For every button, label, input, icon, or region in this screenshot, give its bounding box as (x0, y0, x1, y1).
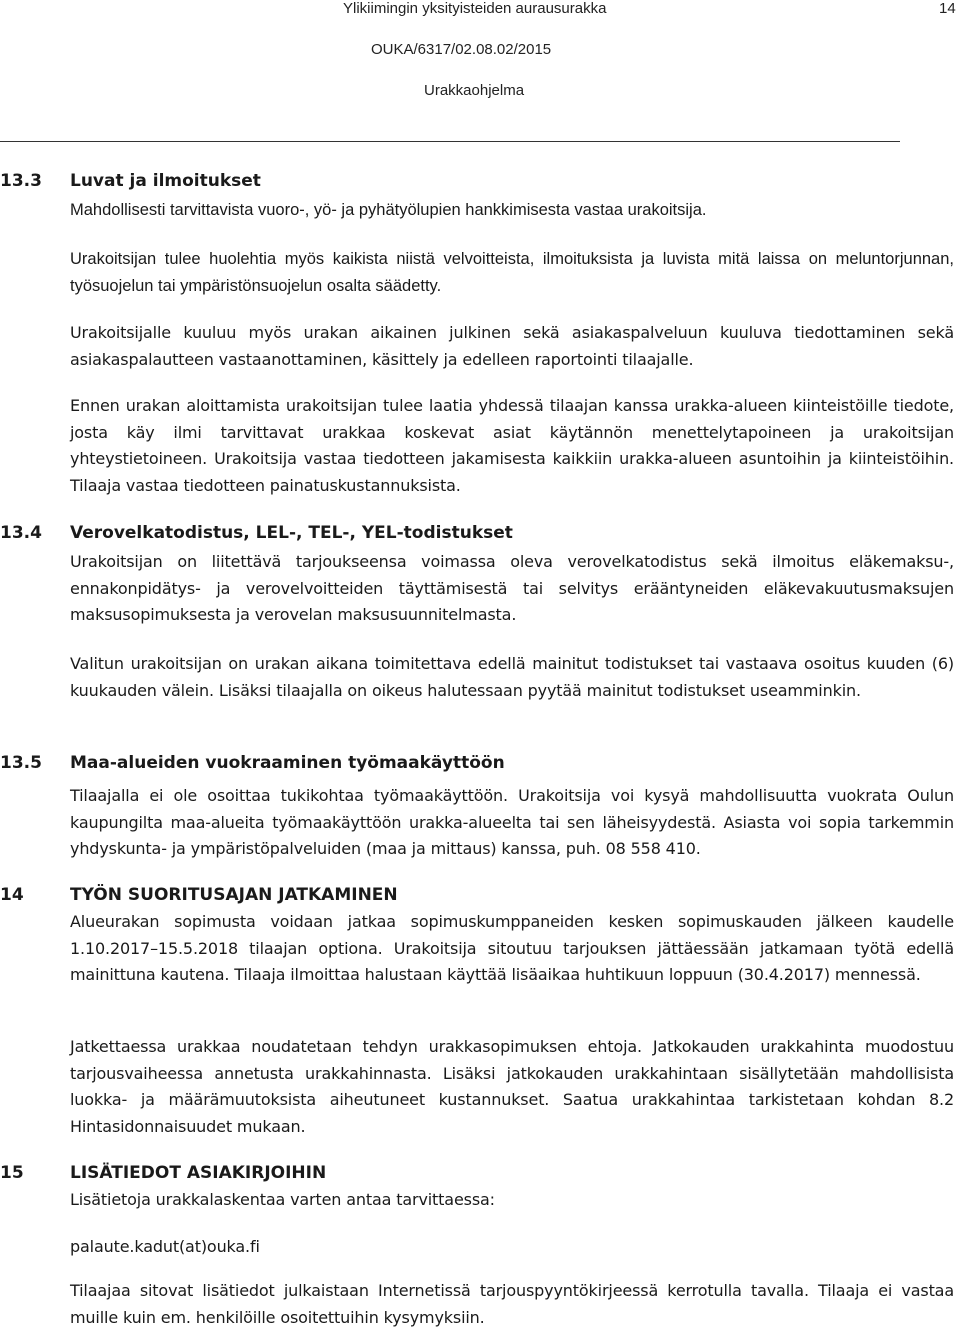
section-heading-13-4: Verovelkatodistus, LEL-, TEL-, YEL-todistukset (70, 523, 513, 543)
contact-email: palaute.kadut(at)ouka.fi (70, 1237, 260, 1256)
reference-number: OUKA/6317/02.08.02/2015 (371, 41, 552, 58)
paragraph-13-3-1: Mahdollisesti tarvittavista vuoro-, yö- ja pyhätyölupien hankkimisesta vastaa urakoitsija. (70, 201, 707, 219)
paragraph-13-5-1: Tilaajalla ei ole osoittaa tukikohtaa työmaakäyttöön. Urakoitsija voi kysyä mahdollisuutta vuokrata Oulun kaupungilta maa-alueita työmaakäyttöön urakka-alueelta tai sen läheisyydestä. Asiasta voi sopia tarkemmin yhdyskunta- ja ympäristöpalveluiden (maa ja mittaus) kanssa, puh. 08 558 410. (70, 786, 954, 858)
paragraph-15-2: Tilaajaa sitovat lisätiedot julkaistaan Internetissä tarjouspyyntökirjeessä kerrotulla tavalla. Tilaaja ei vastaa muille kuin em. henkilöille osoitettuihin kysymyksiin. (70, 1281, 954, 1327)
section-number-13-4: 13.4 (0, 523, 42, 543)
document-type: Urakkaohjelma (424, 82, 525, 99)
section-heading-15: LISÄTIEDOT ASIAKIRJOIHIN (70, 1163, 327, 1183)
paragraph-15-1: Lisätietoja urakkalaskentaa varten antaa tarvittaessa: (70, 1190, 495, 1209)
section-heading-13-3: Luvat ja ilmoitukset (70, 171, 261, 191)
paragraph-13-4-1: Urakoitsijan on liitettävä tarjoukseensa voimassa oleva verovelkatodistus sekä ilmoitus eläkemaksu-, ennakonpidätys- ja verovelvoitteiden täyttämisestä tai selvitys erääntyneiden eläkevakuutusmaksujen maksusopimuksesta ja verovelan maksusuunnitelmasta. (70, 552, 954, 624)
paragraph-13-3-3: Urakoitsijalle kuuluu myös urakan aikainen julkinen sekä asiakaspalveluun kuuluva tiedottaminen sekä asiakaspalautteen vastaanottaminen, käsittely ja edelleen raportointi tilaajalle. (70, 323, 954, 369)
section-heading-13-5: Maa-alueiden vuokraaminen työmaakäyttöön (70, 753, 505, 773)
section-number-15: 15 (0, 1163, 24, 1183)
section-heading-14: TYÖN SUORITUSAJAN JATKAMINEN (70, 885, 398, 905)
document-title: Ylikiimingin yksityisteiden aurausurakka (343, 0, 607, 17)
section-number-13-5: 13.5 (0, 753, 42, 773)
section-number-13-3: 13.3 (0, 171, 42, 191)
header-rule (0, 141, 900, 142)
paragraph-13-3-2: Urakoitsijan tulee huolehtia myös kaikista niistä velvoitteista, ilmoituksista ja luvista mitä laissa on meluntorjunnan, työsuojelun tai ympäristönsuojelun osalta säädetty. (70, 250, 954, 295)
paragraph-14-1: Alueurakan sopimusta voidaan jatkaa sopimuskumppaneiden kesken sopimuskauden jälkeen kaudelle 1.10.2017–15.5.2018 tilaajan optiona. Urakoitsija sitoutuu tarjouksen jättäessään jatkamaan työtä edellä mainittuna kautena. Tilaaja ilmoittaa halustaan käyttää lisäaikaa huhtikuun loppuun (30.4.2017) mennessä. (70, 912, 954, 984)
paragraph-13-4-2: Valitun urakoitsijan on urakan aikana toimitettava edellä mainitut todistukset tai vastaava osoitus kuuden (6) kuukauden välein. Lisäksi tilaajalla on oikeus halutessaan pyytää mainitut todistukset useamminkin. (70, 654, 954, 700)
section-number-14: 14 (0, 885, 24, 905)
paragraph-14-2: Jatkettaessa urakkaa noudatetaan tehdyn urakkasopimuksen ehtoja. Jatkokauden urakkahinta muodostuu tarjousvaiheessa annetusta urakkahinnasta. Lisäksi jatkokauden urakkahintaan sisällytetään mahdollisista luokka- ja määrämuutoksista aiheutuneet kustannukset. Saatua urakkahintaa tarkistetaan kohdan 8.2 Hintasidonnaisuudet mukaan. (70, 1037, 954, 1136)
page-number: 14 (939, 0, 956, 17)
paragraph-13-3-4: Ennen urakan aloittamista urakoitsijan tulee laatia yhdessä tilaajan kanssa urakka-alueen kiinteistöille tiedote, josta käy ilmi tarvittavat urakkaa koskevat asiat käytännön menettelytapoineen ja urakoitsijan yhteystietoineen. Urakoitsija vastaa tiedotteen jakamisesta kaikkiin urakka-alueen asuntoihin ja kiinteistöihin. Tilaaja vastaa tiedotteen painatuskustannuksista. (70, 396, 954, 495)
